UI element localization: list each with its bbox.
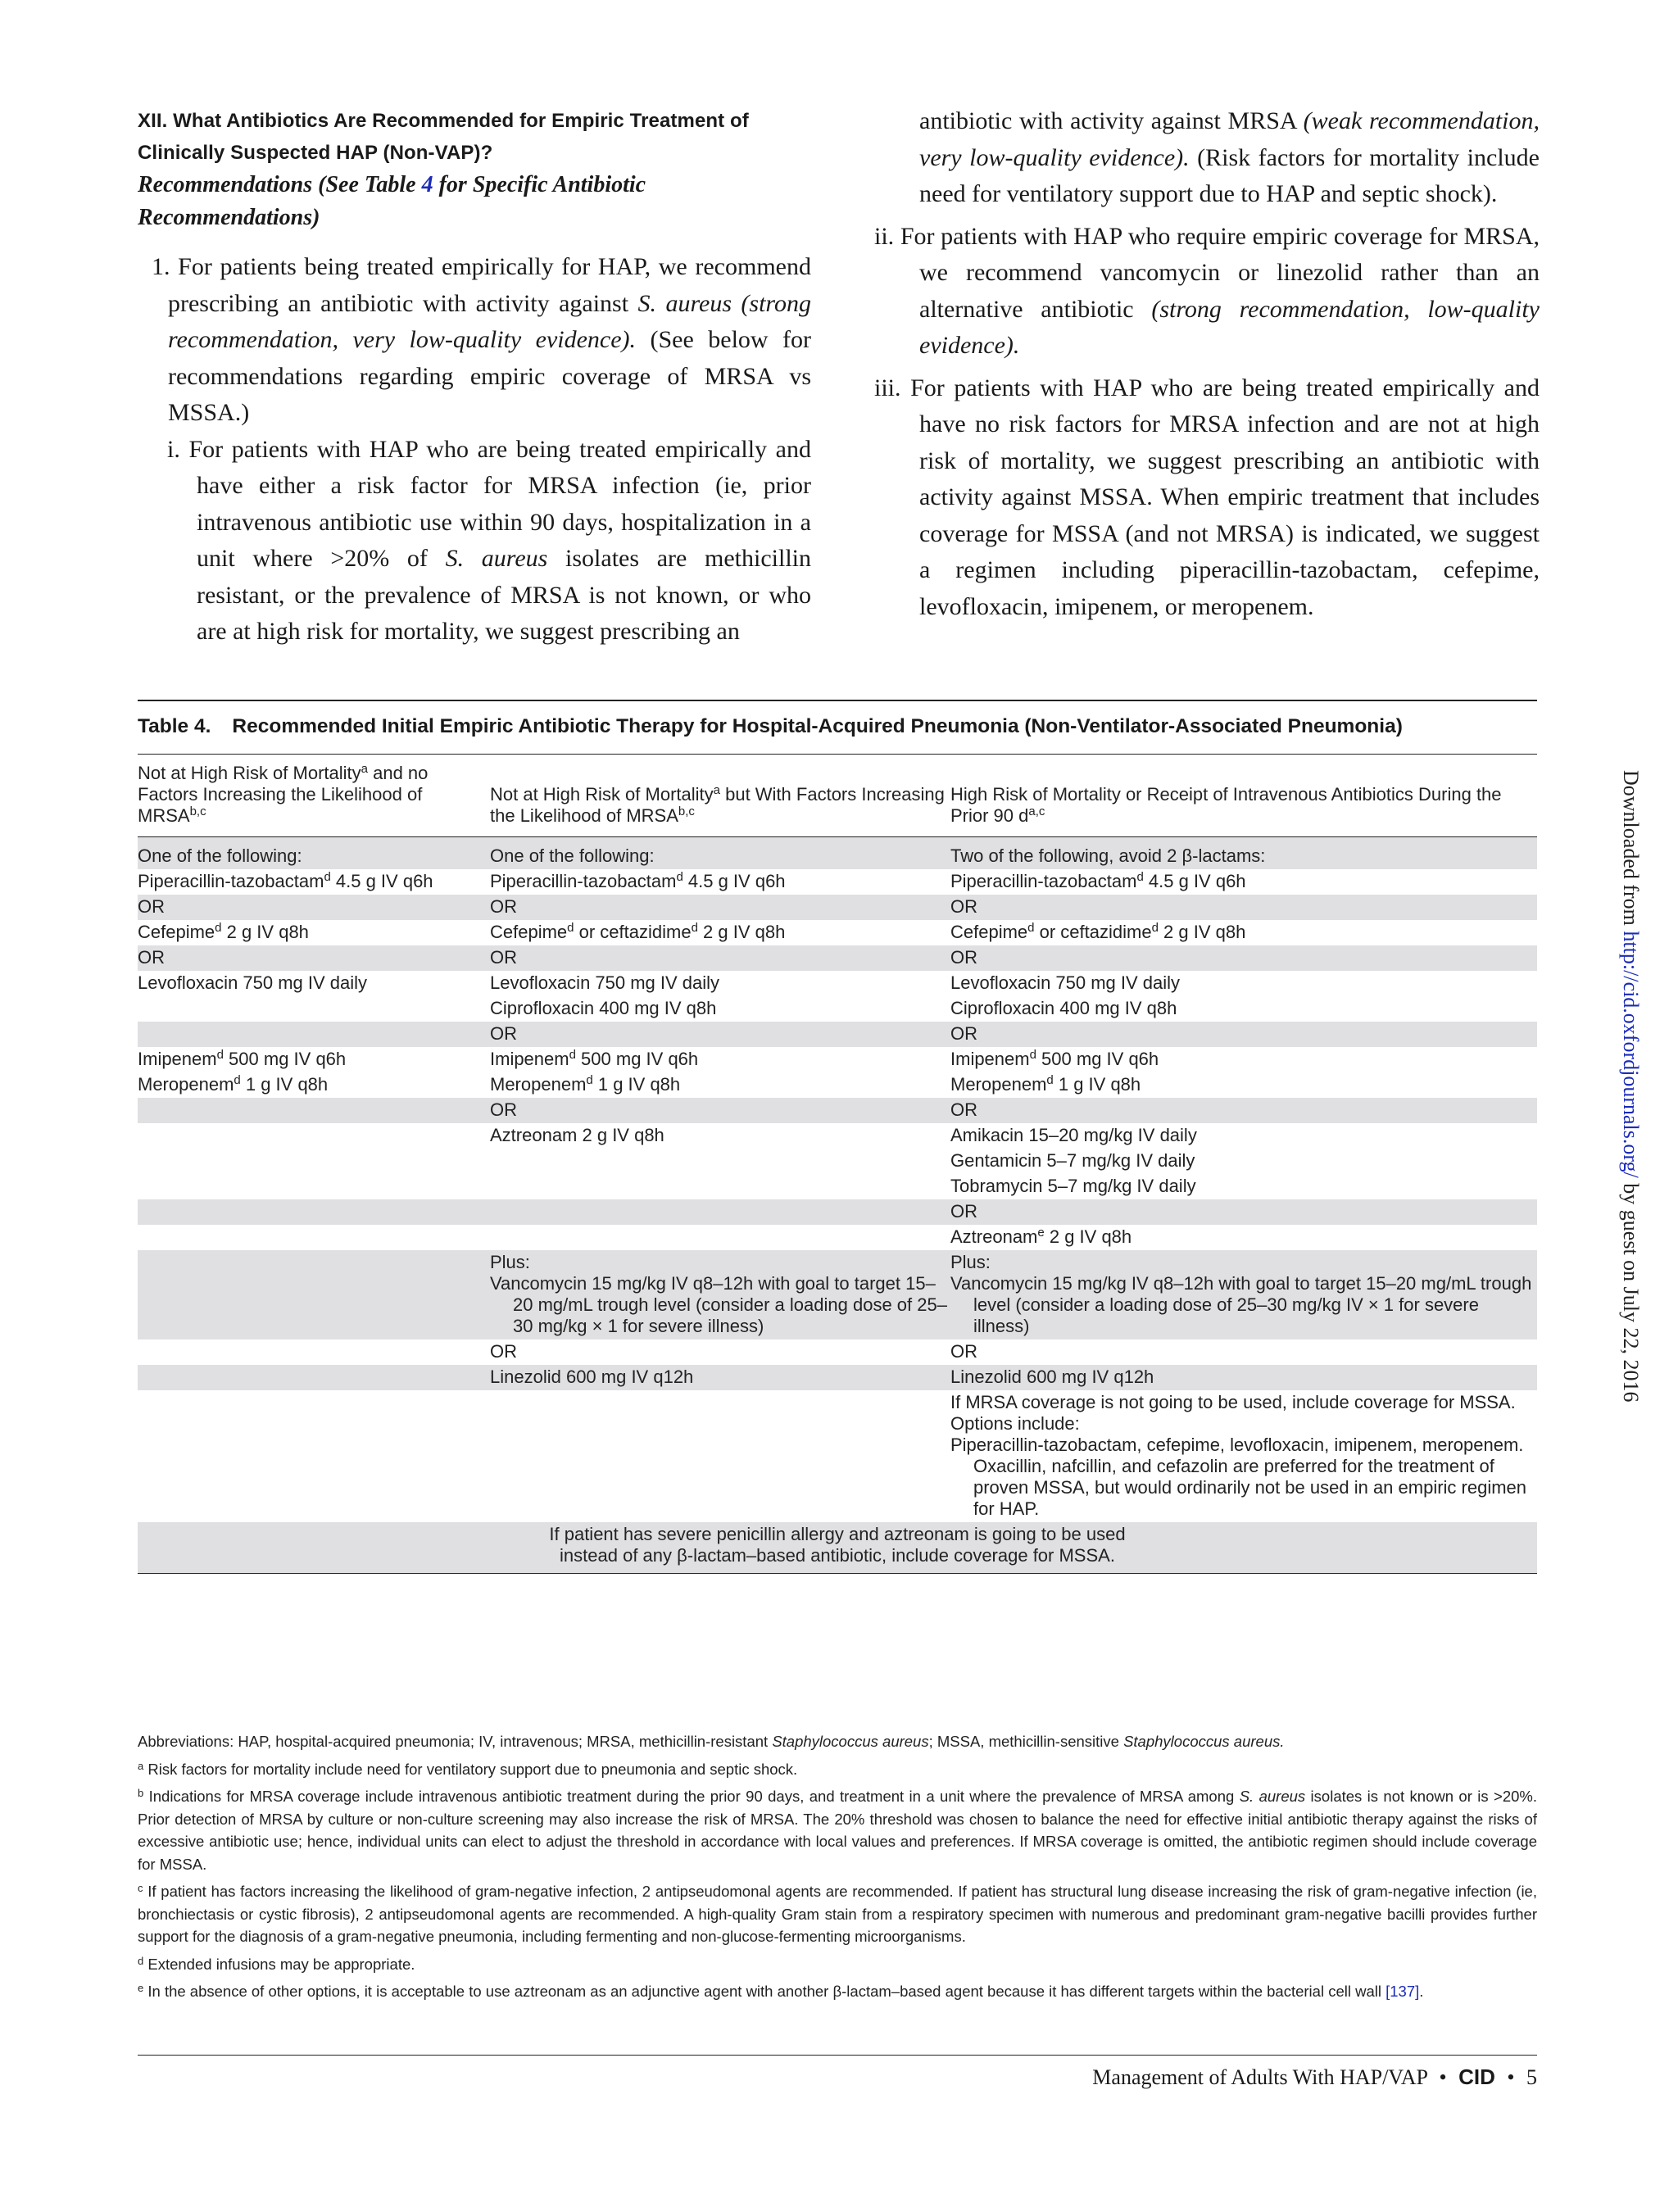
table-cell bbox=[950, 1225, 1537, 1250]
table-cell bbox=[490, 1072, 950, 1098]
table-row bbox=[138, 1225, 1537, 1250]
footnote-mark: d bbox=[1136, 870, 1144, 884]
mssa-note: If MRSA coverage is not going to be used, include coverage for MSSA. Options include: bbox=[950, 1392, 1516, 1434]
drug-dose: 2 g IV q8h bbox=[697, 922, 786, 942]
download-side-note bbox=[1618, 770, 1667, 1442]
table-row bbox=[138, 945, 1537, 971]
footnote-a bbox=[138, 1758, 1537, 1781]
drug-dose: 4.5 g IV q6h bbox=[683, 871, 786, 891]
table-row bbox=[138, 1123, 1537, 1149]
table-cell: OR bbox=[490, 1098, 950, 1123]
table-cell: Two of the following, avoid 2 β-lactams: bbox=[950, 837, 1537, 870]
download-suffix: by guest on July 22, 2016 bbox=[1619, 1177, 1643, 1403]
left-column bbox=[138, 105, 811, 650]
drug-dose: 500 mg IV q6h bbox=[223, 1049, 347, 1069]
table-cell bbox=[950, 869, 1537, 895]
table-cell bbox=[138, 1390, 490, 1522]
vancomycin-regimen: Vancomycin 15 mg/kg IV q8–12h with goal to target 15–20 mg/mL trough level (consider a loading dose of 25–30 mg/kg × 1 for severe illness) bbox=[490, 1273, 947, 1336]
footnote-mark: d bbox=[1027, 921, 1035, 935]
drug-name: or ceftazidime bbox=[574, 922, 692, 942]
footnote-c bbox=[138, 1880, 1537, 1948]
table-cell bbox=[950, 1072, 1537, 1098]
table-cell bbox=[950, 1250, 1537, 1339]
footnote-mark: e bbox=[138, 1982, 144, 1994]
abbr-emphasis-2: Staphylococcus aureus. bbox=[1123, 1733, 1285, 1750]
recommendations-subheading bbox=[138, 169, 811, 234]
reci-text-a: i. For patients with HAP who are being treated empirically and have either a risk factor for MRSA infection (ie, prior intravenous antibiotic use within 90 days, hospitalization in a unit where >20% of bbox=[167, 435, 811, 572]
table-cell bbox=[138, 1022, 490, 1047]
table-cell: Tobramycin 5–7 mg/kg IV daily bbox=[950, 1176, 1196, 1196]
cont-text-a: antibiotic with activity against MRSA bbox=[919, 107, 1304, 134]
drug-dose: 2 g IV q8h bbox=[1158, 922, 1246, 942]
h1-sup-a: a bbox=[361, 762, 368, 776]
drug-dose: 2 g IV q8h bbox=[221, 922, 309, 942]
table-cell bbox=[490, 1390, 950, 1522]
drug-dose: 1 g IV q8h bbox=[592, 1074, 681, 1095]
table-header-row bbox=[138, 755, 1537, 837]
subheading-text-a: Recommendations (See Table bbox=[138, 172, 422, 197]
allergy-note-line1: If patient has severe penicillin allergy and aztreonam is going to be used bbox=[549, 1524, 1126, 1544]
table-row bbox=[138, 1339, 1537, 1365]
footnote-mark: d bbox=[215, 921, 222, 935]
bullet-separator: • bbox=[1439, 2065, 1447, 2089]
footnote-mark: d bbox=[324, 870, 331, 884]
right-column bbox=[874, 103, 1540, 625]
cont-text-b: (Risk factors for mortality include need for ventilatory support due to HAP and septic shock). bbox=[919, 143, 1540, 207]
footnote-mark: b bbox=[138, 1787, 144, 1799]
table-cell: OR bbox=[490, 895, 950, 920]
table-cell bbox=[138, 1225, 490, 1250]
table-row bbox=[138, 1022, 1537, 1047]
table-cell bbox=[138, 1339, 490, 1365]
header-col-3 bbox=[950, 755, 1537, 837]
cont-emphasis: (weak recommendation, very low-quality evidence). bbox=[919, 107, 1540, 171]
table-4-link[interactable]: 4 bbox=[421, 172, 433, 197]
footnote-b-text-2: isolates is not known or is >20%. Prior detection of MRSA by culture or non-culture screening may also increase the risk of MRSA. The 20% threshold was chosen to balance the need for effective initial antibiotic therapy against the risks of excessive antibiotic use; hence, individual units can elect to adjust the threshold in accordance with local values and preferences. If MRSA coverage is omitted, the antibiotic regimen should include coverage for MSSA. bbox=[138, 1788, 1538, 1873]
vancomycin-regimen: Vancomycin 15 mg/kg IV q8–12h with goal to target 15–20 mg/mL trough level (consider a loading dose of 25–30 mg/kg IV × 1 for severe illness) bbox=[950, 1273, 1532, 1336]
footnote-c-text: If patient has factors increasing the likelihood of gram-negative infection, 2 antipseudomonal agents are recommended. If patient has structural lung disease increasing the risk of gram-negative infection (ie, bronchiectasis or cystic fibrosis), 2 antipseudomonal agents are recommended. A high-quality Gram stain from a respiratory specimen with numerous and predominant gram-negative bacilli provides further support for the diagnosis of a gram-negative pneumonia, including fermenting and non-glucose-fermenting microorganisms. bbox=[138, 1883, 1537, 1945]
drug-name: Cefepime bbox=[138, 922, 215, 942]
table-row bbox=[138, 1365, 1537, 1390]
footnote-mark: d bbox=[234, 1073, 241, 1087]
table-row bbox=[138, 837, 1537, 870]
page-number: 5 bbox=[1526, 2065, 1537, 2089]
subheading-text-b: for Specific Antibiotic Recommendations) bbox=[138, 172, 646, 230]
table-cell: OR bbox=[950, 1199, 1537, 1225]
h1-b: and no Factors Increasing the Likelihood of MRSA bbox=[138, 763, 429, 826]
running-title: Management of Adults With HAP/VAP bbox=[1092, 2065, 1427, 2089]
footnote-mark: c bbox=[138, 1882, 143, 1894]
table-cell: OR bbox=[950, 1341, 977, 1362]
table-cell: OR bbox=[950, 1098, 1537, 1123]
abbr-emphasis-1: Staphylococcus aureus bbox=[772, 1733, 929, 1750]
drug-name: Aztreonam bbox=[950, 1226, 1038, 1247]
table-cell bbox=[138, 996, 490, 1022]
table-row bbox=[138, 1098, 1537, 1123]
drug-name: Cefepime bbox=[490, 922, 568, 942]
footnote-b-text-1: Indications for MRSA coverage include intravenous antibiotic treatment during the prior 90 days, and treatment in a unit where the prevalence of MRSA among bbox=[143, 1788, 1240, 1805]
table-cell: OR bbox=[950, 895, 1537, 920]
rec1-emphasis: S. aureus (strong recommendation, very low-quality evidence). bbox=[168, 289, 811, 353]
h2-sup-a: a bbox=[713, 783, 720, 797]
header-col-1 bbox=[138, 755, 490, 837]
table-cell: OR bbox=[950, 945, 1537, 971]
table-label: Table 4. bbox=[138, 715, 211, 737]
recii-text-a: ii. For patients with HAP who require empiric coverage for MRSA, we recommend vancomycin or linezolid rather than an alternative antibiotic bbox=[874, 222, 1540, 323]
drug-dose: 1 g IV q8h bbox=[1053, 1074, 1141, 1095]
drug-dose: 500 mg IV q6h bbox=[1036, 1049, 1159, 1069]
footnote-e-text-1: In the absence of other options, it is acceptable to use aztreonam as an adjunctive agent with another β-lactam–based agent because it has different targets within the bacterial cell wall bbox=[143, 1983, 1386, 2000]
table-row bbox=[138, 1522, 1537, 1574]
table-cell bbox=[138, 1365, 490, 1390]
footnote-mark: d bbox=[1029, 1048, 1036, 1062]
drug-name: Imipenem bbox=[490, 1049, 569, 1069]
table-cell: Levofloxacin 750 mg IV daily bbox=[490, 972, 720, 993]
footnote-mark: d bbox=[216, 1048, 224, 1062]
abbr-text-a: Abbreviations: HAP, hospital-acquired pneumonia; IV, intravenous; MRSA, methicillin-resistant bbox=[138, 1733, 773, 1750]
footnote-mark: e bbox=[1037, 1226, 1045, 1240]
section-heading-line2: Clinically Suspected HAP (Non-VAP)? bbox=[138, 142, 493, 164]
table-cell bbox=[490, 1199, 950, 1225]
drug-name: Piperacillin-tazobactam bbox=[950, 871, 1137, 891]
page-footer bbox=[1092, 2065, 1537, 2090]
table-row bbox=[138, 1072, 1537, 1098]
h2-a: Not at High Risk of Mortality bbox=[490, 784, 714, 805]
table-cell bbox=[138, 1072, 490, 1098]
header-col-2 bbox=[490, 755, 950, 837]
table-row bbox=[138, 920, 1537, 945]
footnote-d bbox=[138, 1953, 1537, 1976]
footnote-d-text: Extended infusions may be appropriate. bbox=[143, 1955, 415, 1973]
footnote-mark: d bbox=[676, 870, 683, 884]
rec1-text-b: (See below for recommendations regarding empiric coverage of MRSA vs MSSA.) bbox=[168, 326, 812, 426]
table-cell: Ciprofloxacin 400 mg IV q8h bbox=[490, 998, 717, 1018]
download-prefix: Downloaded from bbox=[1619, 770, 1643, 931]
journal-name: CID bbox=[1458, 2065, 1495, 2089]
table-cell bbox=[490, 1225, 950, 1250]
table-cell bbox=[138, 1250, 490, 1339]
table-cell bbox=[950, 1390, 1537, 1522]
drug-name: Piperacillin-tazobactam bbox=[490, 871, 677, 891]
table-row bbox=[138, 971, 1537, 996]
table-cell: One of the following: bbox=[138, 837, 490, 870]
footnote-mark: a bbox=[138, 1759, 144, 1772]
table-cell bbox=[138, 1149, 490, 1174]
mssa-options: Piperacillin-tazobactam, cefepime, levofloxacin, imipenem, meropenem. Oxacillin, nafcillin, and cefazolin are preferred for the treatment of proven MSSA, but would ordinarily not be used in an empiric regimen for HAP. bbox=[950, 1435, 1527, 1519]
rec1-text-a: 1. For patients being treated empirically for HAP, we recommend prescribing an antibiotic with activity against bbox=[152, 253, 811, 317]
h3-a: High Risk of Mortality or Receipt of Intravenous Antibiotics During the Prior 90 d bbox=[950, 784, 1502, 826]
footnote-e bbox=[138, 1980, 1537, 2003]
table-row bbox=[138, 996, 1537, 1022]
journal-url-link[interactable]: http://cid.oxfordjournals.org/ bbox=[1619, 931, 1643, 1178]
h2-b: but With Factors Increasing the Likelihood of MRSA bbox=[490, 784, 945, 826]
table-cell: Levofloxacin 750 mg IV daily bbox=[950, 972, 1181, 993]
drug-dose: 500 mg IV q6h bbox=[575, 1049, 699, 1069]
table-row bbox=[138, 869, 1537, 895]
footnote-mark: d bbox=[691, 921, 698, 935]
footnote-abbreviations bbox=[138, 1730, 1537, 1753]
recommendation-i-continued bbox=[874, 103, 1540, 213]
table-4 bbox=[138, 700, 1537, 1574]
drug-dose: 1 g IV q8h bbox=[240, 1074, 329, 1095]
table-cell bbox=[490, 869, 950, 895]
section-heading bbox=[138, 105, 811, 169]
table-cell: OR bbox=[138, 945, 490, 971]
drug-name: Imipenem bbox=[138, 1049, 217, 1069]
table-cell: Linezolid 600 mg IV q12h bbox=[950, 1365, 1537, 1390]
download-side-note-text bbox=[1618, 770, 1643, 1403]
table-cell: OR bbox=[490, 945, 950, 971]
table-row bbox=[138, 895, 1537, 920]
table-title-text: Recommended Initial Empiric Antibiotic Therapy for Hospital-Acquired Pneumonia (Non-Ventilator-Associated Pneumonia) bbox=[232, 715, 1403, 737]
table-cell bbox=[138, 1174, 490, 1199]
drug-dose: 4.5 g IV q6h bbox=[330, 871, 433, 891]
table-cell bbox=[138, 1098, 490, 1123]
table-cell: Levofloxacin 750 mg IV daily bbox=[138, 972, 368, 993]
bullet-separator: • bbox=[1507, 2065, 1515, 2089]
drug-name: Cefepime bbox=[950, 922, 1028, 942]
recommendation-iii: iii. For patients with HAP who are being treated empirically and have no risk factors for MRSA infection and are not at high risk of mortality, we suggest prescribing an antibiotic with activity against MSSA. When empiric treatment that includes coverage for MSSA (and not MRSA) is indicated, we suggest a regimen including piperacillin-tazobactam, cefepime, levofloxacin, imipenem, or meropenem. bbox=[874, 374, 1540, 620]
table-title bbox=[138, 701, 1537, 754]
footnote-e-text-2: . bbox=[1419, 1983, 1424, 2000]
table-cell: Linezolid 600 mg IV q12h bbox=[490, 1365, 950, 1390]
plus-label: Plus: bbox=[950, 1252, 991, 1272]
table-cell bbox=[138, 869, 490, 895]
table-cell: Amikacin 15–20 mg/kg IV daily bbox=[950, 1125, 1197, 1145]
section-heading-line1: XII. What Antibiotics Are Recommended for Empiric Treatment of bbox=[138, 110, 749, 132]
plus-label: Plus: bbox=[490, 1252, 530, 1272]
table-cell bbox=[138, 920, 490, 945]
footnote-b bbox=[138, 1785, 1537, 1875]
table-row bbox=[138, 1149, 1537, 1174]
footnote-mark: d bbox=[569, 1048, 576, 1062]
table-cell bbox=[138, 1047, 490, 1072]
table-row bbox=[138, 1390, 1537, 1522]
footnote-mark: d bbox=[138, 1954, 144, 1967]
h1-sup-b: b,c bbox=[189, 805, 206, 818]
table-cell: OR bbox=[490, 1341, 517, 1362]
table-row bbox=[138, 1250, 1537, 1339]
table-footnotes bbox=[138, 1730, 1537, 2008]
table-cell bbox=[950, 920, 1537, 945]
reci-text-b: isolates are methicillin resistant, or the prevalence of MRSA is not known, or who are at high risk for mortality, we suggest prescribing an bbox=[197, 545, 811, 645]
table-cell bbox=[950, 1047, 1537, 1072]
footnote-a-text: Risk factors for mortality include need for ventilatory support due to pneumonia and septic shock. bbox=[143, 1760, 798, 1778]
footnote-mark: d bbox=[1046, 1073, 1054, 1087]
table-cell bbox=[138, 1199, 490, 1225]
table-row bbox=[138, 1199, 1537, 1225]
table-cell bbox=[490, 1174, 950, 1199]
recii-emphasis: (strong recommendation, low-quality evidence). bbox=[919, 295, 1540, 359]
drug-dose: 4.5 g IV q6h bbox=[1143, 871, 1246, 891]
reference-137-link[interactable]: [137] bbox=[1385, 1983, 1420, 2000]
drug-name: Piperacillin-tazobactam bbox=[138, 871, 324, 891]
allergy-note-line2: instead of any β-lactam–based antibiotic, include coverage for MSSA. bbox=[560, 1545, 1115, 1566]
allergy-note-cell bbox=[138, 1522, 1537, 1574]
drug-name: Meropenem bbox=[950, 1074, 1047, 1095]
abbr-text-b: ; MSSA, methicillin-sensitive bbox=[928, 1733, 1124, 1750]
recommendation-ii bbox=[874, 219, 1540, 365]
table-cell bbox=[490, 1250, 950, 1339]
table-cell bbox=[490, 1149, 950, 1174]
table-cell: OR bbox=[950, 1022, 1537, 1047]
reci-emphasis: S. aureus bbox=[445, 545, 548, 572]
h3-sup: a,c bbox=[1028, 805, 1045, 818]
footnote-b-emphasis: S. aureus bbox=[1239, 1788, 1306, 1805]
h1-a: Not at High Risk of Mortality bbox=[138, 763, 361, 783]
table-cell: OR bbox=[490, 1022, 950, 1047]
footnote-mark: d bbox=[1151, 921, 1159, 935]
footnote-mark: d bbox=[567, 921, 574, 935]
table-cell bbox=[138, 1123, 490, 1149]
antibiotic-table bbox=[138, 755, 1537, 1574]
drug-name: or ceftazidime bbox=[1034, 922, 1152, 942]
table-row bbox=[138, 1047, 1537, 1072]
h2-sup-b: b,c bbox=[678, 805, 695, 818]
table-row bbox=[138, 1174, 1537, 1199]
drug-dose: 2 g IV q8h bbox=[1044, 1226, 1132, 1247]
table-cell bbox=[490, 920, 950, 945]
table-cell: Aztreonam 2 g IV q8h bbox=[490, 1125, 664, 1145]
table-cell: OR bbox=[138, 895, 490, 920]
table-cell: Ciprofloxacin 400 mg IV q8h bbox=[950, 998, 1177, 1018]
footer-rule bbox=[138, 2055, 1537, 2056]
drug-name: Meropenem bbox=[490, 1074, 587, 1095]
drug-name: Imipenem bbox=[950, 1049, 1030, 1069]
footnote-mark: d bbox=[586, 1073, 593, 1087]
table-cell bbox=[490, 1047, 950, 1072]
table-cell: Gentamicin 5–7 mg/kg IV daily bbox=[950, 1150, 1195, 1171]
drug-name: Meropenem bbox=[138, 1074, 234, 1095]
recommendation-i bbox=[138, 432, 811, 650]
recommendation-1 bbox=[138, 249, 811, 432]
table-cell: One of the following: bbox=[490, 837, 950, 870]
